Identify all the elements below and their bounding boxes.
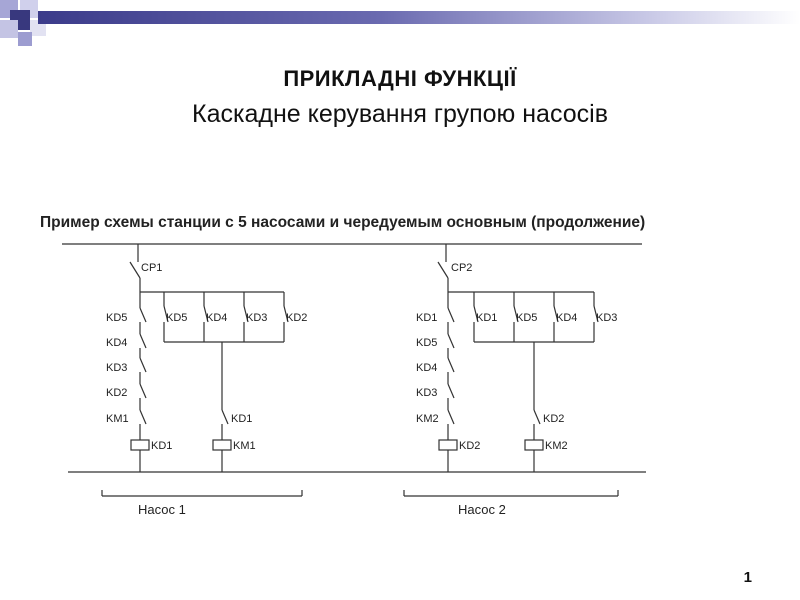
p2-parallel-contact: KD4 [556, 312, 578, 324]
p1-series-contact: KD4 [106, 337, 128, 349]
p2-parallel-contact: KD5 [516, 312, 538, 324]
cp1-switch [130, 262, 140, 278]
p1-series-contact: KD2 [106, 387, 128, 399]
p1-parallel-contact: KD5 [166, 312, 188, 324]
pump2-label: Насос 2 [458, 502, 506, 517]
pump1-label: Насос 1 [138, 502, 186, 517]
p2-series-contact: KM2 [416, 413, 439, 425]
p2-coil-a-label: KD2 [459, 440, 481, 452]
p2-series-contact: KD1 [416, 312, 438, 324]
wires [62, 244, 646, 496]
p1-coil-a-label: KD1 [151, 440, 173, 452]
p1-coil-b-label: KM1 [233, 440, 256, 452]
p2-parallel-contact: KD1 [476, 312, 498, 324]
p1-series-contact: KD5 [106, 312, 128, 324]
diagram-heading: Пример схемы станции с 5 насосами и чередуемым основным (продолжение) [40, 214, 646, 231]
p2-switch-label: CP2 [451, 262, 473, 274]
p2-contact-b-label: KD2 [543, 413, 565, 425]
p1-parallel-contact: KD3 [246, 312, 268, 324]
p1-series-contact: KD3 [106, 362, 128, 374]
p1-parallel-contact: KD4 [206, 312, 228, 324]
p2-series-contact: KD5 [416, 337, 438, 349]
p1-series-contact: KM1 [106, 413, 129, 425]
p1-contact-b-label: KD1 [231, 413, 253, 425]
p2-coil-b-label: KM2 [545, 440, 568, 452]
p1-parallel-contact: KD2 [286, 312, 308, 324]
page-number: 1 [743, 569, 752, 586]
p2-series-contact: KD3 [416, 387, 438, 399]
cp2-switch [438, 262, 448, 278]
p1-switch-label: CP1 [141, 262, 163, 274]
p2-parallel-contact: KD3 [596, 312, 618, 324]
slide-subtitle: Каскадне керування групою насосів [192, 100, 608, 128]
p2-series-contact: KD4 [416, 362, 438, 374]
slide-title: ПРИКЛАДНІ ФУНКЦІЇ [283, 66, 517, 91]
